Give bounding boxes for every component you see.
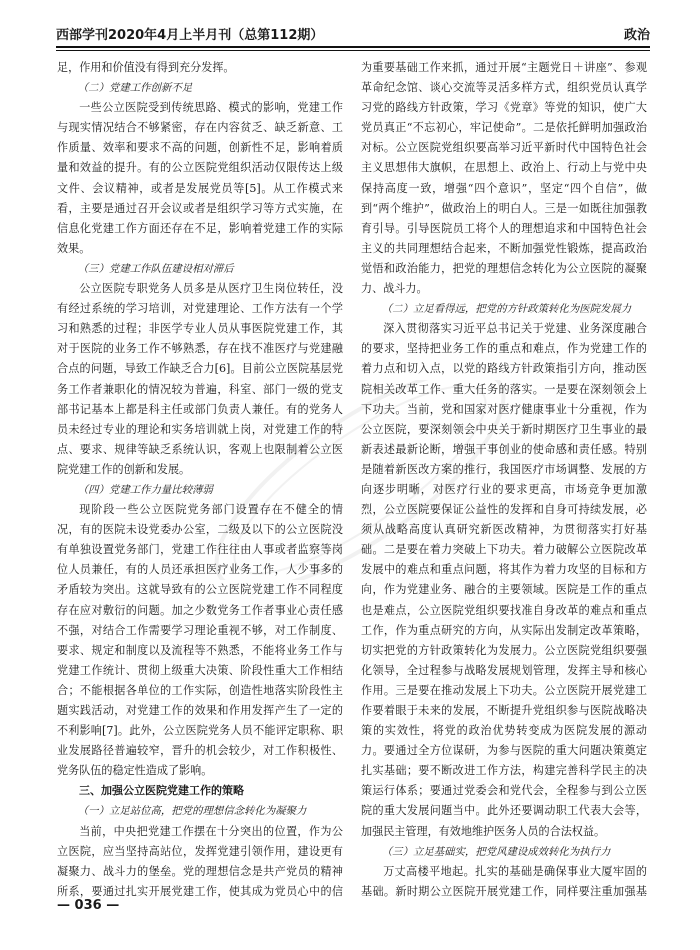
subsection-heading: （二）党建工作创新不足 [77, 82, 193, 95]
paragraph-continued: 为重要基础工作来抓，通过开展“主题党日＋讲座”、参观革命纪念馆、谈心交流等灵活多样方式，组织党员认真学习党的路线方针政策，学习《党章》等党的知识，使广大党员真正“不忘初心，牢记使命”。二是依托鲜明加强政治对标。公立医院党组织要高举习近平新时代中国特色社会主义思想伟大旗帜，在思想上、政治上、行动上与党中央保持高度一致，增强“四个意识”，坚定“四个自信”，做到“两个维护”，做政治上的明白人。三是一如既往加强教育引导。引导医院员工将个人的理想追求和中国特色社会主义的共同理想结合起来，不断加强党性锻炼，提高政治觉悟和政治能力，把党的理想信念转化为公立医院的凝聚力、战斗力。 [361, 61, 647, 296]
header-rule [56, 46, 650, 48]
paragraph: 一些公立医院受到传统思路、模式的影响，党建工作与现实情况结合不够紧密，存在内容贫乏、缺乏新意、工作质量、效率和要求不高的问题，创新性不足，影响着质量和效益的提升。有的公立医院党组织活动仅限传达上级文件、会议精神，或者是发展党员等[5]。从工作模式来看，主要是通过召开会议或者是组织学习等方式实施，在信息化党建工作方面还存在不足，影响着党建工作的实际效果。 [57, 101, 343, 255]
subsection-heading: （二）立足看得远，把党的方针政策转化为医院发展力 [381, 303, 632, 316]
subsection-heading: （三）立足基础实，把党风建设成效转化为执行力 [381, 845, 611, 858]
paragraph: 当前，中央把党建工作摆在十分突出的位置，作为公立医院，应当坚持高站位，发挥党建引领作用，建设更有凝聚力、战斗力的堡垒。党的理想信念是共产党员的精神所系，要通过扎实开展党建工作，使其成为党员心中的信 [57, 824, 343, 898]
section-heading: 三、加强公立医院党建工作的策略 [79, 784, 244, 798]
paragraph-continued: 足，作用和价值没有得到充分发挥。 [57, 61, 235, 74]
subsection-heading: （四）党建工作力量比较薄弱 [77, 483, 213, 496]
header-rule-thin [56, 50, 650, 51]
paragraph: 现阶段一些公立医院党务部门设置存在不健全的情况，有的医院未设党委办公室，二级及以下的公立医院没有单独设置党务部门，党建工作往往由人事或者监察等岗位人员兼任，有的人员还承担医疗业务工作，人少事多的矛盾较为突出。这就导致有的公立医院党建工作不同程度存在应对敷衍的问题。加之少数党务工作者事业心责任感不强，对结合工作需要学习理论重视不够，对工作制度、要求、规定和制度以及流程等不熟悉，不能将业务工作与党建工作统计、贯彻上级重大决策、阶段性重大工作相结合；不能根据各单位的工作实际，创造性地落实阶段性主题实践活动，对党建工作的效果和作用发挥产生了一定的不利影响[7]。此外，公立医院党务人员不能评定职称、职业发展路径普遍较窄，晋升的机会较少，对工作积极性、党务队伍的稳定性造成了影响。 [57, 503, 343, 778]
subsection-heading: （一）立足站位高，把党的理想信念转化为凝聚力 [77, 805, 307, 818]
page-number: — 036 — [57, 898, 120, 913]
journal-title: 西部学刊2020年4月上半月刊（总第112期） [56, 28, 324, 43]
page-header [56, 20, 650, 50]
section-label: 政治 [623, 28, 650, 43]
paragraph: 深入贯彻落实习近平总书记关于党建、业务深度融合的要求，坚持把业务工作的重点和难点，作为党建工作的着力点和切入点，以党的路线方针政策指引方向，推动医院相关改革工作、重大任务的落实。一是要在深刻领会上下功夫。当前，党和国家对医疗健康事业十分重视，作为公立医院，要深刻领会中央关于新时期医疗卫生事业的最新表述最新论断，增强干事创业的使命感和责任感。特别是随着新医改方案的推行，我国医疗市场调整、发展的方向逐步明晰，对医疗行业的要求更高，市场竞争更加激烈，公立医院要保证公益性的发挥和自身可持续发展，必须从战略高度认真研究新医改精神，为贯彻落实打好基础。二是要在着力突破上下功夫。着力破解公立医院改革发展中的难点和重点问题，将其作为着力攻坚的目标和方向，作为党建业务、融合的主要领域。医院是工作的重点也是难点，公立医院党组织要找准自身改革的难点和重点工作，作为重点研究的方向，从实际出发制定改革策略，切实把党的方针政策转化为发展力。公立医院党组织要强化领导，全过程参与战略发展规划管理，发挥主导和核心作用。三是要在推动发展上下功夫。公立医院开展党建工作要着眼于未来的发展，不断提升党组织参与医院战略决策的实效性，将党的政治优势转变成为医院发展的源动力。要通过全方位谋研，为参与医院的重大问题决策奠定扎实基础；要不断改进工作方法，构建完善科学民主的决策运行体系；要通过党委会和党代会，全程参与到公立医院的重大发展问题当中。此外还要调动职工代表大会等，加强民主管理，有效地维护医务人员的合法权益。 [361, 322, 647, 838]
left-column [57, 58, 343, 904]
paragraph: 公立医院专职党务人员多是从医疗卫生岗位转任，没有经过系统的学习培训，对党建理论、工作方法有一个学习和熟悉的过程；非医学专业人员从事医院党建工作，其对于医院的业务工作不够熟悉，存在找不准医疗与党建融合点的问题，导致工作缺乏合力[6]。目前公立医院基层党务工作者兼职化的情况较为普遍，科室、部门一级的党支部书记基本上都是科主任或部门负责人兼任。有的党务人员未经过专业的理论和实务培训就上岗，对党建工作的特点、要求、规律等缺乏系统认识，客观上也限制着公立医院党建工作的创新和发展。 [57, 282, 343, 476]
right-column [361, 58, 647, 904]
subsection-heading: （三）党建工作队伍建设相对滞后 [77, 262, 234, 275]
paragraph: 万丈高楼平地起。扎实的基础是确保事业大厦牢固的基础。新时期公立医院开展党建工作，同样要注重加强基 [361, 864, 647, 898]
